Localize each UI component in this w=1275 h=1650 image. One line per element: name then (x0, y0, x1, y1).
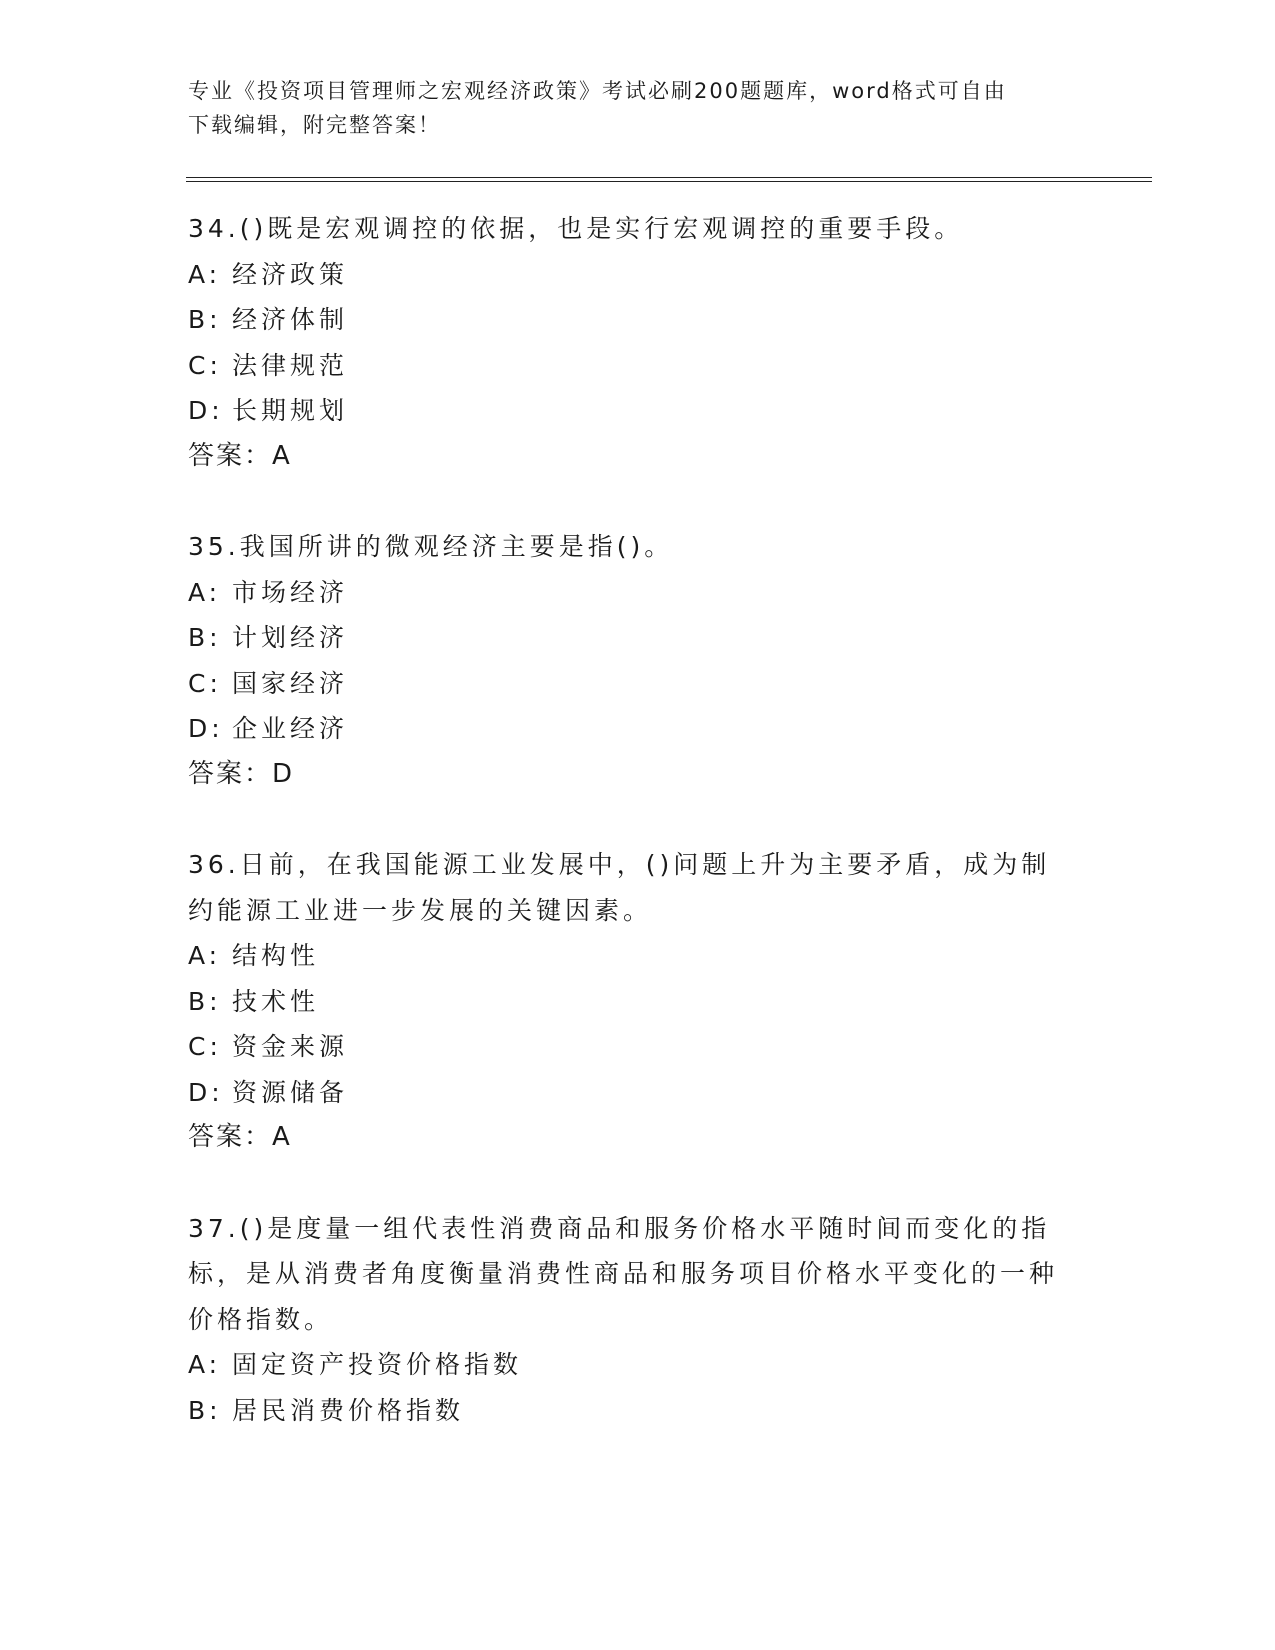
option-label: B: (188, 1395, 222, 1425)
option-label: D: (188, 1077, 224, 1107)
option-text: 经济体制 (232, 305, 349, 334)
option-text: 长期规划 (232, 396, 349, 425)
answer-option (188, 1342, 1088, 1388)
question-block (188, 1206, 1088, 1434)
option-label: C: (188, 668, 222, 698)
answer-option (188, 706, 1088, 752)
answer-key: 答案：A (188, 440, 292, 471)
answer-option (188, 343, 1088, 389)
option-text: 资源储备 (232, 1077, 349, 1107)
answer-option (188, 297, 1088, 343)
question-block (188, 206, 1088, 479)
header-line-1: 专业《投资项目管理师之宏观经济政策》考试必刷200题题库，word格式可自由 (188, 79, 1007, 103)
question-block (188, 842, 1088, 1161)
option-label: B: (188, 986, 222, 1016)
answer-option (188, 570, 1088, 616)
option-text: 固定资产投资价格指数 (232, 1350, 523, 1379)
answer-key: 答案：A (188, 1122, 292, 1152)
answer-option (188, 615, 1088, 661)
option-text: 法律规范 (232, 350, 349, 380)
answer-option (188, 1070, 1088, 1116)
header-divider-top (186, 177, 1152, 178)
option-text: 企业经济 (232, 714, 349, 743)
option-text: 经济政策 (232, 259, 349, 289)
option-text: 计划经济 (232, 623, 349, 652)
answer-option (188, 933, 1088, 979)
option-label: B: (188, 623, 222, 652)
option-text: 技术性 (232, 986, 320, 1016)
answer-option (188, 1388, 1088, 1434)
answer-option (188, 252, 1088, 298)
option-text: 国家经济 (232, 668, 349, 698)
option-text: 资金来源 (232, 1032, 349, 1061)
option-text: 结构性 (232, 941, 320, 970)
answer-option (188, 979, 1088, 1025)
option-label: A: (188, 259, 222, 289)
header-line-2: 下载编辑，附完整答案！ (188, 113, 441, 137)
question-list (188, 206, 1088, 1478)
question-text: 37.()是度量一组代表性消费商品和服务价格水平随时间而变化的指标，是从消费者角度衡量消费性商品和服务项目价格水平变化的一种价格指数。 (188, 1213, 1059, 1334)
document-header (188, 74, 1068, 142)
answer-option (188, 1024, 1088, 1070)
option-label: C: (188, 1032, 222, 1061)
option-label: D: (188, 396, 224, 425)
option-label: A: (188, 1350, 222, 1379)
option-text: 市场经济 (232, 577, 349, 607)
header-divider-bottom (186, 181, 1152, 182)
question-text: 35.我国所讲的微观经济主要是指()。 (188, 532, 674, 561)
answer-option (188, 661, 1088, 707)
answer-key: 答案：D (188, 758, 295, 789)
answer-option (188, 388, 1088, 434)
option-label: B: (188, 305, 222, 334)
option-label: D: (188, 714, 224, 743)
option-label: A: (188, 941, 222, 970)
option-text: 居民消费价格指数 (232, 1395, 465, 1425)
option-label: C: (188, 350, 222, 380)
question-text: 36.日前，在我国能源工业发展中，()问题上升为主要矛盾，成为制约能源工业进一步发展的关键因素。 (188, 850, 1051, 925)
option-label: A: (188, 577, 222, 607)
question-block (188, 524, 1088, 797)
question-text: 34.()既是宏观调控的依据，也是实行宏观调控的重要手段。 (188, 214, 964, 243)
